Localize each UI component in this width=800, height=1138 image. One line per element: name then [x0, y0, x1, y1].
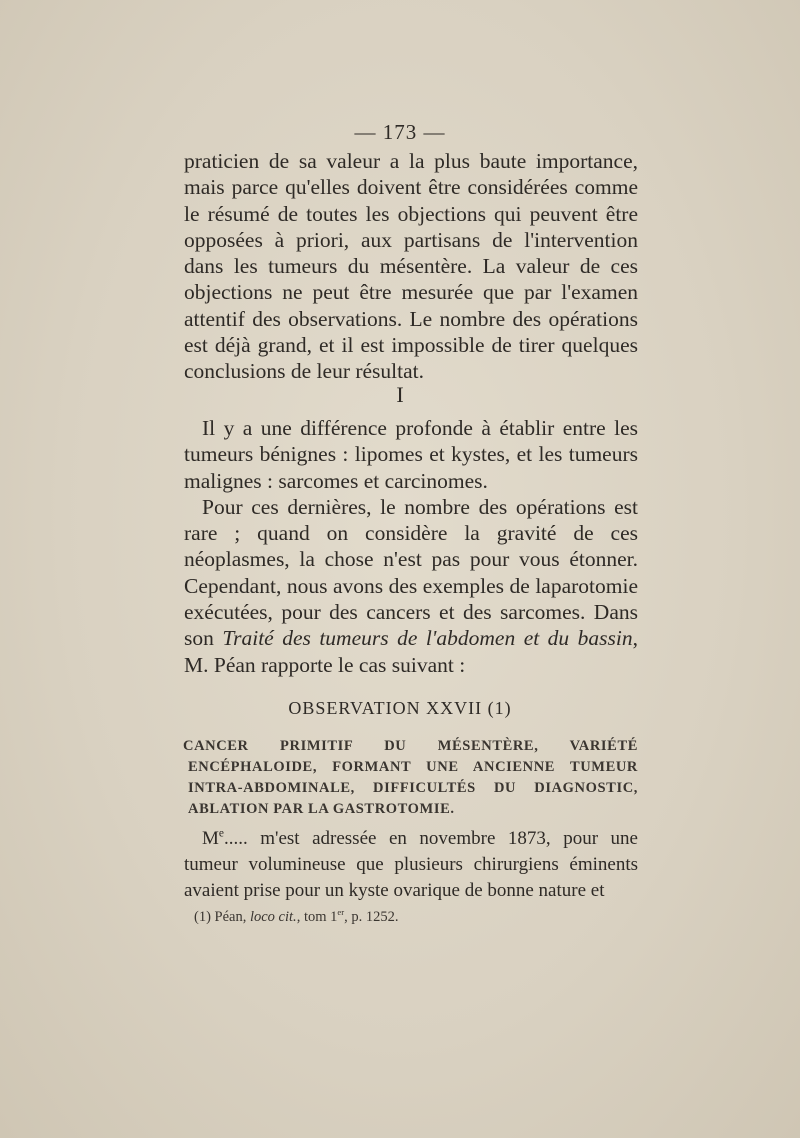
footnote-start: (1) Péan, [194, 909, 250, 925]
book-title-italic: Traité des tumeurs de l'abdomen et du bassin [222, 626, 633, 651]
footnote-italic: loco cit. [249, 909, 297, 925]
paragraph-3-start: Pour ces dernières, le nombre des opérations est rare ; quand on considère la gravité de ces néoplasmes, la chose n'est pas pour vous étonner. Cependant, nous avons des exemples de laparotomie exécutées, pour des cancers et des sarcomes. Dans son [184, 494, 638, 651]
footnote-sup: er [337, 907, 345, 918]
paragraph-1-text: praticien de sa valeur a la plus baute importance, mais parce qu'elles doivent être considérées comme le résumé de toutes les objections qui peuvent être opposées à priori, aux partisans de l'intervention dans les tumeurs du mésentère. La valeur de ces objections ne peut être mesurée que par l'examen attentif des observations. Le nombre des opérations est déjà grand, et il est impossible de tirer quelques conclusions de leur résultat. [184, 149, 638, 384]
footnote-end: , p. 1252. [344, 909, 399, 925]
observation-subtitle: CANCER PRIMITIF DU MÉSENTÈRE, VARIÉTÉ ENCÉPHALOIDE, FORMANT UNE ANCIENNE TUMEUR INTRA-ABDOMINALE, DIFFICULTÉS DU DIAGNOSTIC, ABLATION PAR LA GASTROTOMIE. [183, 738, 638, 817]
paragraph-4-text: ..... m'est adressée en novembre 1873, pour une tumeur volumineuse que plusieurs chirurgiens éminents avaient prise pour un kyste ovarique de bonne nature et [184, 828, 638, 901]
footnote [194, 909, 399, 926]
footnote-mid: , tom 1 [296, 909, 338, 925]
paragraph-continued [184, 148, 638, 385]
paragraph-4-abbrev: M [202, 828, 219, 849]
observation-heading: OBSERVATION XXVII (1) [288, 698, 512, 718]
observation-body [184, 826, 638, 904]
section-body [184, 415, 638, 678]
paragraph-4 [184, 826, 638, 904]
paragraph-3-end: , M. Péan rapporte le cas suivant : [184, 626, 638, 677]
section-heading: I [396, 382, 404, 407]
paragraph-2-text: Il y a une différence profonde à établir entre les tumeurs bénignes : lipomes et kystes, et les tumeurs malignes : sarcomes et carcinomes. [184, 416, 638, 493]
paragraph-3 [184, 494, 638, 678]
paragraph-4-sup: e [218, 827, 224, 840]
page-number: — 173 — [354, 120, 446, 144]
